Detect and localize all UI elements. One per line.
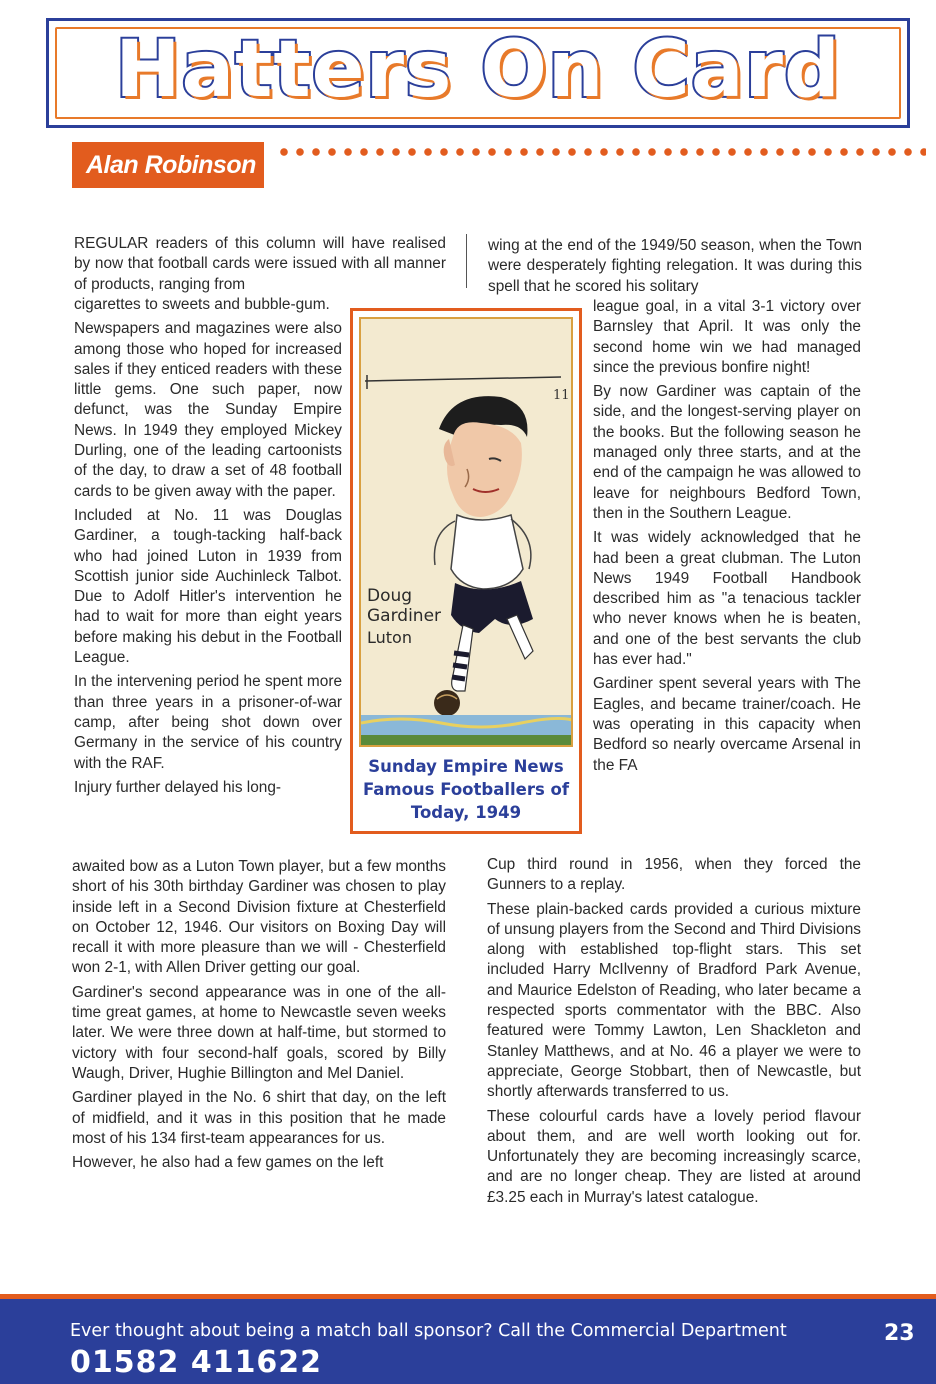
- paragraph: Cup third round in 1956, when they forced the Gunners to a replay.: [487, 856, 861, 894]
- masthead-title: Hatters On Card: [115, 25, 841, 115]
- masthead: [46, 18, 910, 128]
- paragraph: Newspapers and magazines were also among those who hoped for increased sales if they enticed readers with these little gems. One such paper, now defunct, was the Sunday Empire News. In 1949 they employed Mickey Durling, one of the leading cartoonists of the day, to draw a set of 48 football cards to be given away with the paper.: [74, 320, 342, 500]
- paragraph: league goal, in a vital 3-1 victory over Barnsley that April. It was only the second home win we had managed since the previous bonfire night!: [593, 298, 861, 376]
- card-figure: [350, 308, 582, 834]
- paragraph: cigarettes to sweets and bubble-gum.: [74, 296, 330, 313]
- caption-line: Today, 1949: [410, 803, 522, 822]
- paragraph: These colourful cards have a lovely period flavour about them, and are well worth looking out for. Unfortunately they are becoming increasingly scarce, and are no longer cheap. They are listed at around £3.25 each in Murray's latest catalogue.: [487, 1107, 861, 1206]
- card-club-name: Luton: [367, 628, 412, 647]
- footer-banner: [0, 1294, 936, 1384]
- column-divider: [466, 234, 467, 288]
- dotted-rule: [276, 146, 926, 158]
- right-column-narrow: [593, 297, 861, 780]
- right-column-bottom: [487, 855, 861, 1212]
- phone-number: 01582 411622: [70, 1345, 323, 1380]
- card-number: 11: [553, 388, 570, 403]
- card-player-first-name: Doug: [367, 586, 413, 606]
- paragraph: Gardiner's second appearance was in one of the all-time great games, at home to Newcastle seven weeks later. We were three down at half-time, but stormed to victory with four second-half goals, scored by Billy Waugh, Driver, Hughie Billington and Mel Daniel.: [72, 983, 446, 1082]
- caption-line: Sunday Empire News: [368, 757, 564, 776]
- paragraph: Injury further delayed his long-: [74, 778, 282, 796]
- paragraph: Gardiner played in the No. 6 shirt that day, on the left of midfield, and it was in this position that he made most of his 134 first-team appearances for us.: [72, 1089, 446, 1147]
- caption-line: Famous Footballers of: [362, 780, 570, 799]
- page-number: 23: [884, 1321, 915, 1346]
- paragraph: Included at No. 11 was Douglas Gardiner, a tough-tacking half-back who had joined Luton in 1939 from Scottish junior side Auchinleck Talbot. Due to Adolf Hitler's intervention he had to wait for more than eight years before making his debut in the Football League.: [74, 506, 342, 667]
- right-column-top: [488, 236, 862, 301]
- football-card-image: [359, 317, 573, 747]
- card-player-last-name: Gardiner: [367, 606, 442, 626]
- left-column-bottom: [72, 857, 446, 1177]
- author-byline: Alan Robinson: [72, 142, 264, 188]
- paragraph: It was widely acknowledged that he had been a great clubman. The Luton News 1949 Football Handbook described him as "a tenacious tackler who never knows when he is beaten, and one of the best servants the club has ever had.": [593, 529, 861, 669]
- paragraph: wing at the end of the 1949/50 season, when the Town were desperately fighting relegation. It was during this spell that he scored his solitary: [488, 237, 862, 295]
- paragraph: REGULAR readers of this column will have realised by now that football cards were issued with all manner of products, ranging from: [74, 235, 446, 293]
- paragraph: awaited bow as a Luton Town player, but a few months short of his 30th birthday Gardiner was chosen to play inside left in a Second Division fixture at Chesterfield on October 12, 1946. Our visitors on Boxing Day will recall it with more pleasure than we will - Chesterfield won 2-1, with Allen Driver getting our goal.: [72, 858, 446, 977]
- card-caption: [353, 755, 579, 824]
- paragraph: These plain-backed cards provided a curious mixture of unsung players from the Second and Third Divisions along with established top-flight stars. This set included Harry McIlvenny of Bradford Park Avenue, and Maurice Edelston of Reading, who later became a respected sports commentator with the BBC. Also featured were Tommy Lawton, Len Shackleton and Stanley Matthews, and at No. 46 a player we were to appreciate, George Stobbart, then of Newcastle, but shortly afterwards transferred to us.: [487, 900, 861, 1101]
- sponsor-message: Ever thought about being a match ball sponsor? Call the Commercial Department: [70, 1321, 787, 1341]
- paragraph: Gardiner spent several years with The Eagles, and became trainer/coach. He was operating in this capacity when Bedford so nearly overcame Arsenal in the FA: [593, 675, 861, 774]
- paragraph: In the intervening period he spent more than three years in a prisoner-of-war camp, after being shot down over Germany in the service of his country with the RAF.: [74, 673, 342, 772]
- footballer-caricature: [361, 319, 573, 747]
- paragraph: By now Gardiner was captain of the side, and the longest-serving player on the books. But the following season he managed only three starts, and at the end of the campaign he was allowed to leave for neighbours Bedford Town, then in the Southern League.: [593, 383, 861, 522]
- left-column-top: [74, 234, 446, 299]
- left-column-narrow: [74, 295, 342, 802]
- paragraph: However, he also had a few games on the left: [72, 1154, 384, 1172]
